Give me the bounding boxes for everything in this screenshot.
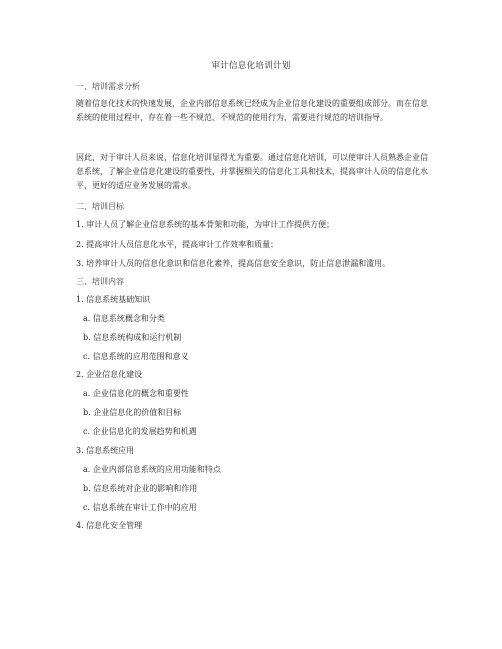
content-subitem: c. 企业信息化的发展趋势和机遇 (83, 427, 197, 436)
content-group-label: 4. 信息化安全管理 (76, 521, 143, 530)
section-heading-needs: 一、培训需求分析 (76, 82, 140, 91)
section-heading-goals: 二、培训目标 (76, 202, 124, 211)
paragraph: 随着信息化技术的快速发展，企业内部信息系统已经成为企业信息化建设的重要组成部分。而在信息系统的使用过程中，存在着一些不规范、不规范的使用行为，需要进行规范的培训指导。 (76, 99, 428, 122)
paragraph: 因此，对于审计人员来说，信息化培训显得尤为重要。通过信息化培训，可以使审计人员熟悉企业信息系统，了解企业信息化建设的重要性，并掌握相关的信息化工具和技术，提高审计人员的信息化水平，更好的适应业务发展的需求。 (76, 153, 428, 190)
content-group-label: 2. 企业信息化建设 (76, 370, 143, 379)
goal-item: 3. 培养审计人员的信息化意识和信息化素养，提高信息安全意识，防止信息泄漏和滥用。 (76, 259, 391, 268)
content-group-label: 1. 信息系统基础知识 (76, 295, 151, 304)
goal-item: 1. 审计人员了解企业信息系统的基本骨架和功能，为审计工作提供方便； (76, 220, 335, 229)
content-subitem: a. 信息系统概念和分类 (83, 314, 165, 323)
content-subitem: b. 信息系统对企业的影响和作用 (83, 484, 198, 493)
content-subitem: a. 企业内部信息系统的应用功能和特点 (83, 465, 221, 474)
content-subitem: b. 信息系统构成和运行机制 (83, 333, 182, 342)
content-group-label: 3. 信息系统应用 (76, 446, 135, 455)
content-subitem: b. 企业信息化的价值和目标 (83, 408, 182, 417)
content-subitem: c. 信息系统在审计工作中的应用 (83, 503, 197, 512)
section-heading-content: 三、培训内容 (76, 277, 124, 286)
goal-item: 2. 提高审计人员信息化水平，提高审计工作效率和质量； (76, 240, 279, 249)
document-title: 审计信息化培训计划 (211, 61, 291, 71)
content-subitem: a. 企业信息化的概念和重要性 (83, 389, 189, 398)
content-subitem: c. 信息系统的应用范围和意义 (83, 352, 189, 361)
